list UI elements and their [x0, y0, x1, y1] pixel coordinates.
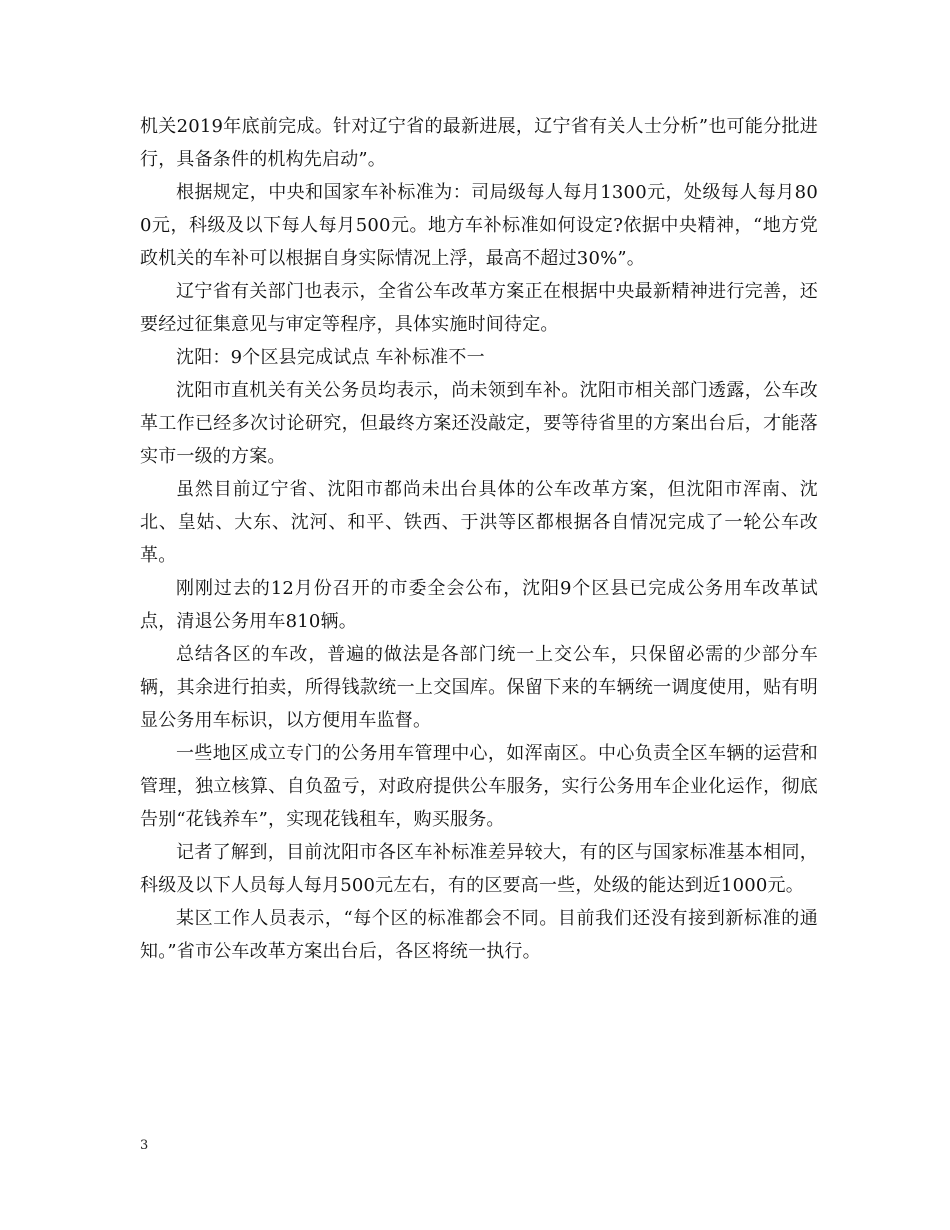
paragraph-management-center: 一些地区成立专门的公务用车管理中心，如浑南区。中心负责全区车辆的运营和管理，独立核算、自负盈亏，对政府提供公车服务，实行公务用车企业化运作，彻底告别“花钱养车”，实现花钱租车，购买服务。 [140, 743, 818, 830]
page-number: 3 [140, 1138, 149, 1153]
section-heading-shenyang: 沈阳：9个区县完成试点 车补标准不一 [176, 347, 485, 368]
paragraph-provincial-plan: 辽宁省有关部门也表示，全省公车改革方案正在根据中央最新精神进行完善，还要经过征集意见与审定等程序，具体实施时间待定。 [140, 281, 818, 335]
paragraph-staff-statement: 某区工作人员表示，“每个区的标准都会不同。目前我们还没有接到新标准的通知。”省市公车改革方案出台后，各区将统一执行。 [140, 908, 818, 962]
document-body [140, 110, 818, 968]
paragraph-pilot-results: 刚刚过去的12月份召开的市委全会公布，沈阳9个区县已完成公务用车改革试点，清退公务用车810辆。 [140, 578, 818, 632]
paragraph-continued: 机关2019年底前完成。针对辽宁省的最新进展，辽宁省有关人士分析”也可能分批进行，具备条件的机构先启动”。 [140, 116, 818, 170]
paragraph-common-practice: 总结各区的车改，普遍的做法是各部门统一上交公车，只保留必需的少部分车辆，其余进行拍卖，所得钱款统一上交国库。保留下来的车辆统一调度使用，贴有明显公务用车标识，以方便用车监督。 [140, 644, 818, 731]
paragraph-standard-differences: 记者了解到，目前沈阳市各区车补标准差异较大，有的区与国家标准基本相同，科级及以下人员每人每月500元左右，有的区要高一些，处级的能达到近1000元。 [140, 842, 818, 896]
paragraph-subsidy-standards: 根据规定，中央和国家车补标准为：司局级每人每月1300元，处级每人每月800元，科级及以下每人每月500元。地方车补标准如何设定?依据中央精神，“地方党政机关的车补可以根据自身实际情况上浮，最高不超过30%”。 [140, 182, 818, 269]
paragraph-civil-servants: 沈阳市直机关有关公务员均表示，尚未领到车补。沈阳市相关部门透露，公车改革工作已经多次讨论研究，但最终方案还没敲定，要等待省里的方案出台后，才能落实市一级的方案。 [140, 380, 818, 467]
paragraph-district-reforms: 虽然目前辽宁省、沈阳市都尚未出台具体的公车改革方案，但沈阳市浑南、沈北、皇姑、大东、沈河、和平、铁西、于洪等区都根据各自情况完成了一轮公车改革。 [140, 479, 818, 566]
